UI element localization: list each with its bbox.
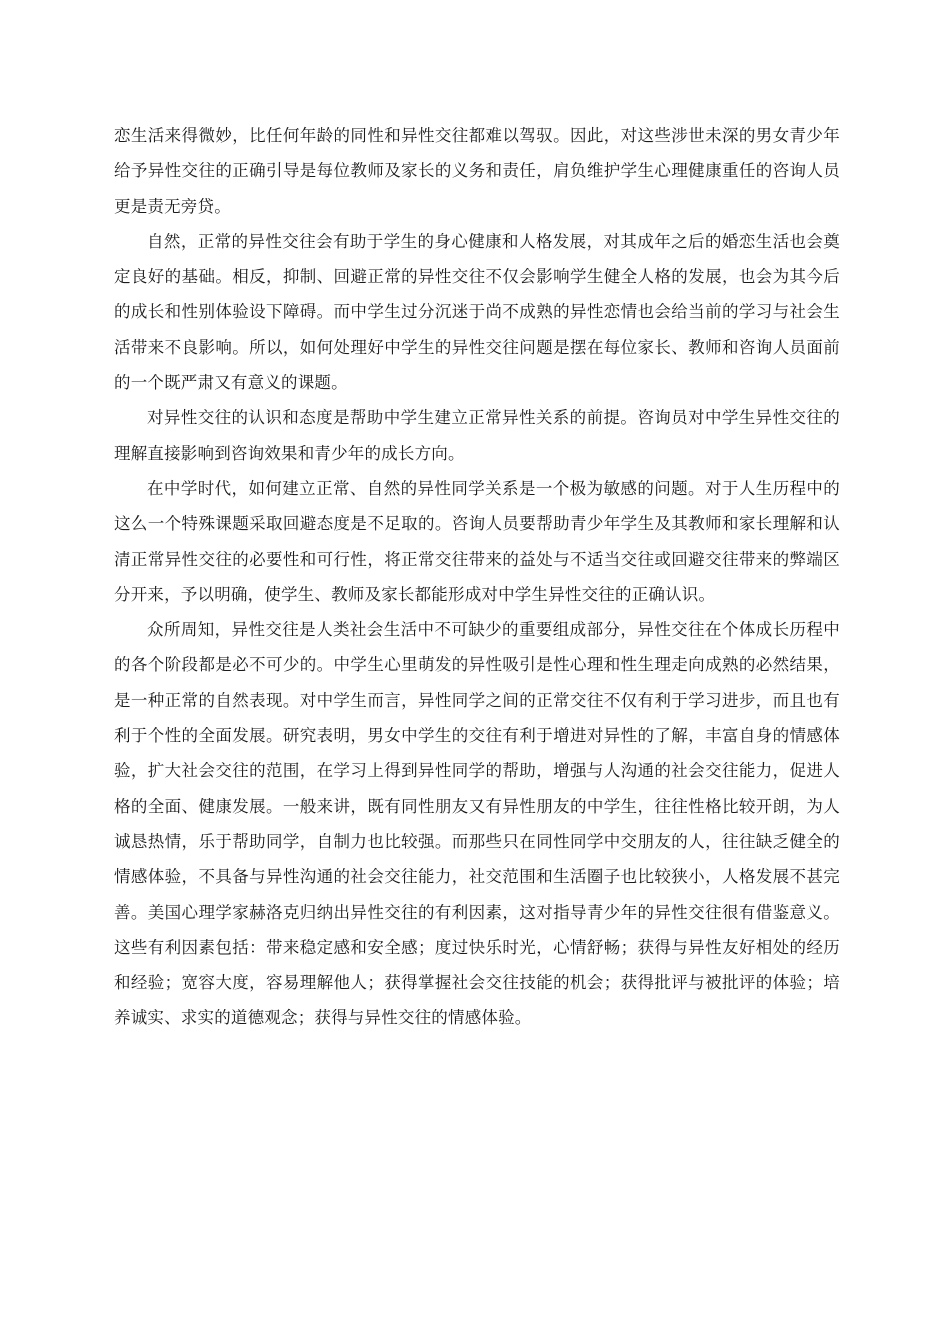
paragraph-3: 对异性交往的认识和态度是帮助中学生建立正常异性关系的前提。咨询员对中学生异性交往的理解直接影响到咨询效果和青少年的成长方向。 [114, 408, 840, 463]
paragraph-2: 自然，正常的异性交往会有助于学生的身心健康和人格发展，对其成年之后的婚恋生活也会奠定良好的基础。相反，抑制、回避正常的异性交往不仅会影响学生健全人格的发展，也会为其今后的成长和性别体验设下障碍。而中学生过分沉迷于尚不成熟的异性恋情也会给当前的学习与社会生活带来不良影响。所以，如何处理好中学生的异性交往问题是摆在每位家长、教师和咨询人员面前的一个既严肃又有意义的课题。 [114, 231, 840, 393]
paragraph-1: 恋生活来得微妙，比任何年龄的同性和异性交往都难以驾驭。因此，对这些涉世未深的男女青少年给予异性交往的正确引导是每位教师及家长的义务和责任，肩负维护学生心理健康重任的咨询人员更是责无旁贷。 [114, 126, 840, 216]
paragraph-4: 在中学时代，如何建立正常、自然的异性同学关系是一个极为敏感的问题。对于人生历程中的这么一个特殊课题采取回避态度是不足取的。咨询人员要帮助青少年学生及其教师和家长理解和认清正常异性交往的必要性和可行性，将正常交往带来的益处与不适当交往或回避交往带来的弊端区分开来，予以明确，使学生、教师及家长都能形成对中学生异性交往的正确认识。 [114, 478, 840, 604]
body-text [114, 118, 840, 1036]
paragraph-5: 众所周知，异性交往是人类社会生活中不可缺少的重要组成部分，异性交往在个体成长历程中的各个阶段都是必不可少的。中学生心里萌发的异性吸引是性心理和性生理走向成熟的必然结果，是一种正常的自然表现。对中学生而言，异性同学之间的正常交往不仅有利于学习进步，而且也有利于个性的全面发展。研究表明，男女中学生的交往有利于增进对异性的了解，丰富自身的情感体验，扩大社会交往的范围，在学习上得到异性同学的帮助，增强与人沟通的社会交往能力，促进人格的全面、健康发展。一般来讲，既有同性朋友又有异性朋友的中学生，往往性格比较开朗，为人诚恳热情，乐于帮助同学，自制力也比较强。而那些只在同性同学中交朋友的人，往往缺乏健全的情感体验，不具备与异性沟通的社会交往能力，社交范围和生活圈子也比较狭小，人格发展不甚完善。美国心理学家赫洛克归纳出异性交往的有利因素，这对指导青少年的异性交往很有借鉴意义。这些有利因素包括：带来稳定感和安全感；度过快乐时光，心情舒畅；获得与异性友好相处的经历和经验；宽容大度，容易理解他人；获得掌握社会交往技能的机会；获得批评与被批评的体验；培养诚实、求实的道德观念；获得与异性交往的情感体验。 [114, 620, 840, 1028]
